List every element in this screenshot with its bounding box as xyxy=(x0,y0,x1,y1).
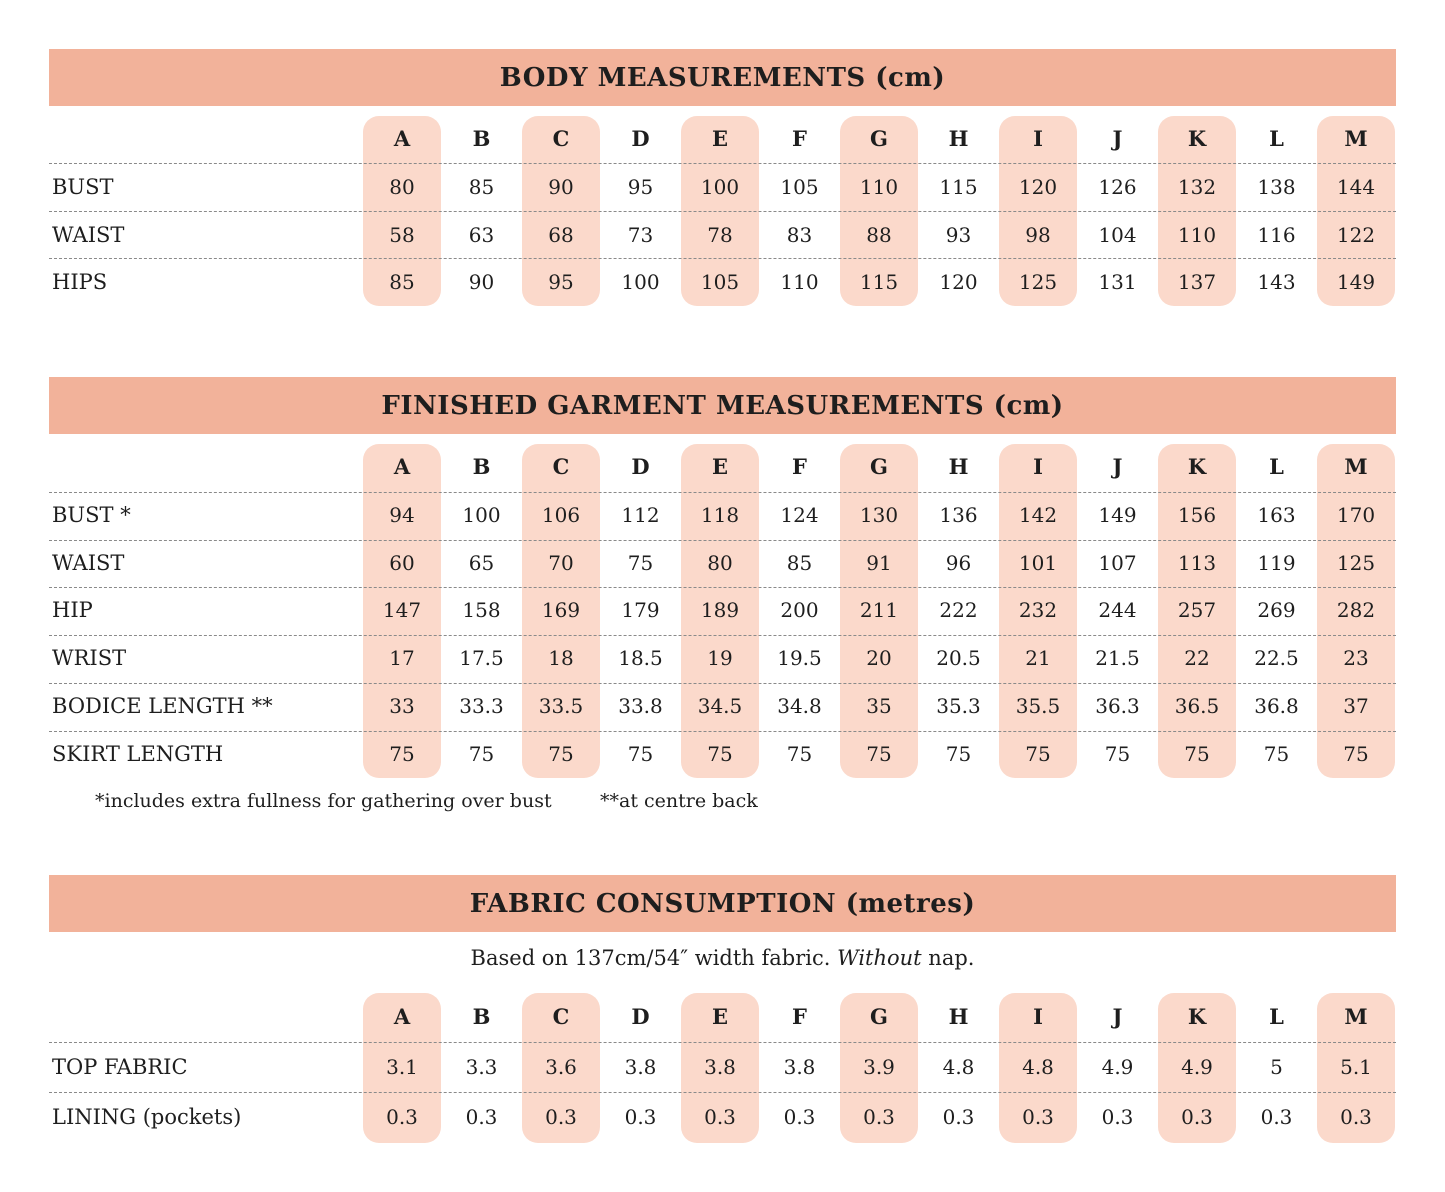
garment-size-header: L xyxy=(1269,454,1284,479)
fabric-cell: 5.1 xyxy=(1340,1055,1372,1079)
fabric-size-header: D xyxy=(631,1004,650,1029)
body-cell: 144 xyxy=(1336,175,1376,199)
garment-cell: 142 xyxy=(1018,503,1058,527)
body-size-header: B xyxy=(472,126,491,151)
body-cell: 68 xyxy=(548,222,574,247)
garment-cell: 125 xyxy=(1336,550,1376,575)
body-cell: 100 xyxy=(700,175,740,199)
fabric-subtitle-italic: Without xyxy=(837,946,922,970)
fabric-size-header: A xyxy=(393,1004,411,1029)
garment-size-header: D xyxy=(631,454,650,479)
body-cell: 138 xyxy=(1257,175,1296,199)
body-cell: 90 xyxy=(468,270,495,295)
garment-row-divider xyxy=(49,492,1396,493)
fabric-size-header: E xyxy=(711,1004,728,1029)
fabric-cell: 4.9 xyxy=(1181,1055,1213,1079)
body-size-header: C xyxy=(552,126,570,151)
body-cell: 100 xyxy=(621,270,660,295)
garment-cell: 75 xyxy=(468,741,495,766)
body-cell: 110 xyxy=(1177,222,1217,247)
fabric-size-header: M xyxy=(1344,1004,1368,1029)
body-cell: 83 xyxy=(786,222,813,247)
garment-cell: 118 xyxy=(700,503,740,527)
garment-cell: 18.5 xyxy=(618,646,663,671)
body-cell: 143 xyxy=(1257,270,1296,295)
garment-cell: 113 xyxy=(1177,550,1217,575)
garment-cell: 19 xyxy=(707,646,733,671)
fabric-cell: 4.8 xyxy=(942,1055,975,1079)
body-cell: 120 xyxy=(1018,175,1058,199)
body-cell: 63 xyxy=(468,222,495,247)
body-cell: 98 xyxy=(1025,222,1051,247)
garment-cell: 18 xyxy=(548,646,574,671)
body-size-header: H xyxy=(948,126,969,151)
fabric-cell: 0.3 xyxy=(1022,1105,1054,1129)
garment-cell: 75 xyxy=(945,741,972,766)
garment-cell: 33.5 xyxy=(538,693,584,718)
garment-cell: 156 xyxy=(1177,503,1217,527)
fabric-cell: 0.3 xyxy=(1101,1105,1134,1129)
garment-cell: 21.5 xyxy=(1095,646,1140,671)
fabric-cell: 0.3 xyxy=(545,1105,577,1129)
garment-cell: 36.3 xyxy=(1095,693,1140,718)
garment-cell: 75 xyxy=(1343,741,1369,766)
garment-cell: 124 xyxy=(780,503,819,527)
garment-cell: 19.5 xyxy=(777,646,822,671)
body-size-header: L xyxy=(1269,126,1284,151)
garment-size-header: H xyxy=(948,454,969,479)
garment-cell: 20 xyxy=(866,646,892,671)
fabric-row-divider xyxy=(49,1042,1396,1043)
fabric-cell: 5 xyxy=(1270,1055,1283,1079)
garment-row-label: BODICE LENGTH ** xyxy=(52,693,273,718)
garment-cell: 22 xyxy=(1184,646,1210,671)
body-cell: 78 xyxy=(707,222,733,247)
garment-size-header: E xyxy=(711,454,728,479)
body-cell: 85 xyxy=(389,270,415,295)
garment-cell: 163 xyxy=(1257,503,1296,527)
garment-cell: 36.8 xyxy=(1254,693,1299,718)
fabric-cell: 0.3 xyxy=(1181,1105,1213,1129)
body-cell: 116 xyxy=(1257,222,1296,247)
garment-cell: 107 xyxy=(1098,550,1137,575)
garment-cell: 96 xyxy=(945,550,972,575)
garment-cell: 147 xyxy=(382,598,422,623)
garment-cell: 75 xyxy=(1104,741,1131,766)
fabric-cell: 0.3 xyxy=(783,1105,816,1129)
body-size-header: D xyxy=(631,126,650,151)
garment-row-divider xyxy=(49,683,1396,684)
body-cell: 73 xyxy=(627,222,654,247)
fabric-size-header: H xyxy=(948,1004,969,1029)
body-cell: 120 xyxy=(939,270,978,295)
garment-size-header: K xyxy=(1187,454,1207,479)
garment-cell: 33 xyxy=(389,693,415,718)
garment-row-divider xyxy=(49,635,1396,636)
garment-cell: 282 xyxy=(1336,598,1376,623)
body-size-header: G xyxy=(870,126,888,151)
body-cell: 105 xyxy=(700,270,740,295)
garment-cell: 106 xyxy=(541,503,581,527)
fabric-cell: 0.3 xyxy=(386,1105,418,1129)
body-cell: 95 xyxy=(548,270,574,295)
garment-size-header: I xyxy=(1033,454,1043,479)
garment-cell: 130 xyxy=(859,503,899,527)
garment-cell: 23 xyxy=(1343,646,1369,671)
garment-size-header: J xyxy=(1112,454,1123,479)
footnote-bodice: **at centre back xyxy=(600,790,758,812)
garment-size-header: G xyxy=(870,454,888,479)
fabric-size-header: I xyxy=(1033,1004,1043,1029)
fabric-cell: 0.3 xyxy=(942,1105,975,1129)
body-cell: 104 xyxy=(1098,222,1137,247)
fabric-cell: 3.3 xyxy=(465,1055,498,1079)
garment-cell: 60 xyxy=(389,550,415,575)
garment-cell: 75 xyxy=(786,741,813,766)
body-cell: 149 xyxy=(1336,270,1376,295)
body-row-label: HIPS xyxy=(52,270,108,295)
garment-cell: 232 xyxy=(1018,598,1058,623)
fabric-size-header: L xyxy=(1269,1004,1284,1029)
garment-cell: 75 xyxy=(1263,741,1290,766)
garment-size-header: F xyxy=(792,454,807,479)
garment-row-label: WAIST xyxy=(52,550,125,575)
garment-cell: 75 xyxy=(1025,741,1051,766)
fabric-cell: 3.8 xyxy=(624,1055,657,1079)
fabric-size-header: B xyxy=(472,1004,491,1029)
fabric-cell: 3.8 xyxy=(704,1055,736,1079)
garment-cell: 119 xyxy=(1257,550,1296,575)
body-size-header: A xyxy=(393,126,411,151)
fabric-size-header: C xyxy=(552,1004,570,1029)
garment-row-label: BUST * xyxy=(52,503,131,527)
garment-cell: 75 xyxy=(866,741,892,766)
garment-cell: 149 xyxy=(1098,503,1137,527)
fabric-subtitle-end: nap. xyxy=(921,946,975,970)
body-size-header: F xyxy=(792,126,807,151)
fabric-cell: 3.9 xyxy=(863,1055,895,1079)
fabric-row-label: LINING (pockets) xyxy=(52,1105,242,1129)
fabric-cell: 3.6 xyxy=(545,1055,577,1079)
garment-measurements-title: FINISHED GARMENT MEASUREMENTS (cm) xyxy=(49,377,1396,434)
fabric-cell: 0.3 xyxy=(1340,1105,1372,1129)
garment-cell: 22.5 xyxy=(1254,646,1299,671)
body-size-header: K xyxy=(1187,126,1207,151)
fabric-size-header: K xyxy=(1187,1004,1207,1029)
garment-cell: 169 xyxy=(541,598,581,623)
garment-cell: 170 xyxy=(1336,503,1376,527)
body-cell: 110 xyxy=(780,270,819,295)
body-cell: 80 xyxy=(389,175,415,199)
body-measurements-title: BODY MEASUREMENTS (cm) xyxy=(49,49,1396,106)
body-cell: 93 xyxy=(945,222,972,247)
garment-cell: 80 xyxy=(707,550,733,575)
body-row-divider xyxy=(49,211,1396,212)
body-row-label: BUST xyxy=(52,175,114,199)
garment-cell: 17 xyxy=(389,646,415,671)
garment-cell: 189 xyxy=(700,598,740,623)
fabric-cell: 0.3 xyxy=(863,1105,895,1129)
body-cell: 58 xyxy=(389,222,415,247)
garment-row-divider xyxy=(49,587,1396,588)
body-cell: 122 xyxy=(1336,222,1376,247)
body-size-header: I xyxy=(1033,126,1043,151)
body-cell: 132 xyxy=(1177,175,1217,199)
fabric-cell: 3.1 xyxy=(386,1055,418,1079)
fabric-size-header: G xyxy=(870,1004,888,1029)
body-cell: 137 xyxy=(1177,270,1217,295)
body-cell: 115 xyxy=(939,175,978,199)
body-size-header: J xyxy=(1112,126,1123,151)
fabric-size-header: J xyxy=(1112,1004,1123,1029)
body-cell: 85 xyxy=(468,175,495,199)
fabric-row-divider xyxy=(49,1092,1396,1093)
fabric-cell: 0.3 xyxy=(704,1105,736,1129)
garment-cell: 65 xyxy=(468,550,495,575)
garment-cell: 37 xyxy=(1343,693,1369,718)
fabric-cell: 0.3 xyxy=(465,1105,498,1129)
garment-cell: 33.3 xyxy=(459,693,504,718)
body-cell: 131 xyxy=(1098,270,1137,295)
body-cell: 95 xyxy=(627,175,654,199)
garment-cell: 75 xyxy=(1184,741,1210,766)
garment-cell: 75 xyxy=(389,741,415,766)
body-size-header: E xyxy=(711,126,728,151)
garment-row-label: SKIRT LENGTH xyxy=(52,741,224,766)
body-row-divider xyxy=(49,258,1396,259)
body-row-label: WAIST xyxy=(52,222,125,247)
garment-cell: 85 xyxy=(786,550,813,575)
garment-row-divider xyxy=(49,731,1396,732)
garment-cell: 75 xyxy=(548,741,574,766)
garment-row-divider xyxy=(49,540,1396,541)
garment-cell: 75 xyxy=(627,741,654,766)
garment-cell: 100 xyxy=(462,503,501,527)
garment-cell: 200 xyxy=(780,598,819,623)
fabric-subtitle xyxy=(0,946,1445,970)
footnote-bust: *includes extra fullness for gathering over bust xyxy=(95,790,552,812)
garment-size-header: M xyxy=(1344,454,1368,479)
garment-cell: 91 xyxy=(866,550,892,575)
garment-size-header: B xyxy=(472,454,491,479)
fabric-consumption-title: FABRIC CONSUMPTION (metres) xyxy=(49,875,1396,932)
garment-cell: 35.5 xyxy=(1015,693,1061,718)
garment-cell: 21 xyxy=(1025,646,1051,671)
body-cell: 110 xyxy=(859,175,899,199)
garment-cell: 35 xyxy=(866,693,892,718)
garment-cell: 75 xyxy=(627,550,654,575)
fabric-subtitle-start: Based on 137cm/54″ width fabric. xyxy=(470,946,838,970)
body-size-header: M xyxy=(1344,126,1368,151)
garment-cell: 269 xyxy=(1257,598,1296,623)
body-cell: 88 xyxy=(866,222,892,247)
fabric-cell: 0.3 xyxy=(1260,1105,1293,1129)
fabric-cell: 4.8 xyxy=(1022,1055,1054,1079)
garment-cell: 34.5 xyxy=(697,693,743,718)
fabric-cell: 3.8 xyxy=(783,1055,816,1079)
garment-cell: 257 xyxy=(1177,598,1217,623)
body-cell: 125 xyxy=(1018,270,1058,295)
garment-cell: 20.5 xyxy=(936,646,981,671)
garment-cell: 75 xyxy=(707,741,733,766)
garment-cell: 94 xyxy=(389,503,415,527)
garment-cell: 244 xyxy=(1098,598,1137,623)
fabric-cell: 0.3 xyxy=(624,1105,657,1129)
garment-cell: 112 xyxy=(621,503,660,527)
garment-size-header: C xyxy=(552,454,570,479)
garment-row-label: WRIST xyxy=(52,646,127,671)
garment-cell: 222 xyxy=(939,598,978,623)
body-cell: 90 xyxy=(548,175,574,199)
body-cell: 126 xyxy=(1098,175,1137,199)
garment-cell: 136 xyxy=(939,503,978,527)
garment-cell: 211 xyxy=(859,598,899,623)
garment-cell: 17.5 xyxy=(459,646,504,671)
body-cell: 105 xyxy=(780,175,819,199)
garment-cell: 158 xyxy=(462,598,501,623)
garment-cell: 179 xyxy=(621,598,660,623)
garment-cell: 36.5 xyxy=(1174,693,1220,718)
fabric-cell: 4.9 xyxy=(1101,1055,1134,1079)
body-cell: 115 xyxy=(859,270,899,295)
garment-cell: 33.8 xyxy=(618,693,663,718)
fabric-size-header: F xyxy=(792,1004,807,1029)
garment-cell: 70 xyxy=(548,550,574,575)
garment-cell: 35.3 xyxy=(936,693,981,718)
garment-row-label: HIP xyxy=(52,598,93,623)
garment-cell: 101 xyxy=(1018,550,1058,575)
garment-cell: 34.8 xyxy=(777,693,822,718)
body-row-divider xyxy=(49,163,1396,164)
fabric-row-label: TOP FABRIC xyxy=(52,1055,188,1079)
garment-size-header: A xyxy=(393,454,411,479)
